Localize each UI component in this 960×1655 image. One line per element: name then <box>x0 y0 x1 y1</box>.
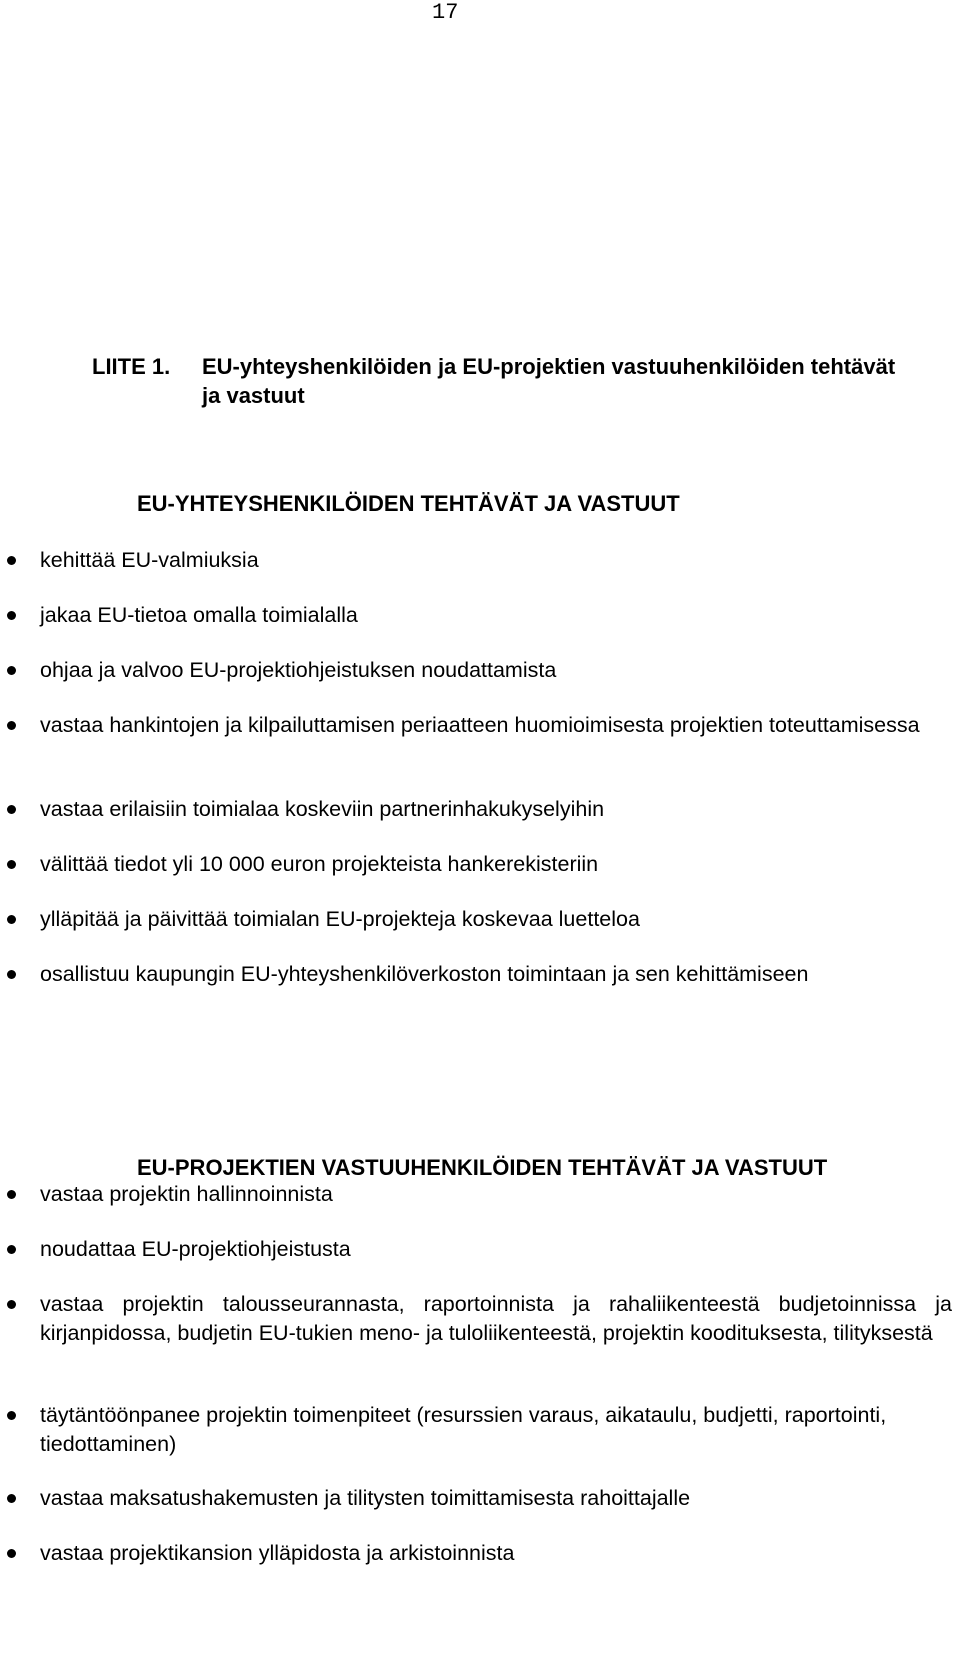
list-item: ylläpitää ja päivittää toimialan EU-projekteja koskevaa luetteloa <box>40 905 952 934</box>
appendix-title: EU-yhteyshenkilöiden ja EU-projektien vastuuhenkilöiden tehtävät ja vastuut <box>202 354 896 408</box>
list-item: vastaa projektikansion ylläpidosta ja arkistoinnista <box>40 1539 952 1568</box>
list-item: vastaa maksatushakemusten ja tilitysten toimittamisesta rahoittajalle <box>40 1484 952 1513</box>
list-item: noudattaa EU-projektiohjeistusta <box>40 1235 952 1264</box>
list-item: vastaa projektin hallinnoinnista <box>40 1180 952 1209</box>
list-item: kehittää EU-valmiuksia <box>40 546 952 575</box>
list-item: vastaa hankintojen ja kilpailuttamisen periaatteen huomioimisesta projektien toteuttamisessa <box>40 711 952 740</box>
section-heading-project-managers: EU-PROJEKTIEN VASTUUHENKILÖIDEN TEHTÄVÄT JA VASTUUT <box>137 1155 828 1180</box>
appendix-label: LIITE 1. <box>92 354 171 379</box>
list-item: jakaa EU-tietoa omalla toimialalla <box>40 601 952 630</box>
list-item: ohjaa ja valvoo EU-projektiohjeistuksen noudattamista <box>40 656 952 685</box>
list-item: osallistuu kaupungin EU-yhteyshenkilöverkoston toimintaan ja sen kehittämiseen <box>40 960 952 989</box>
section-heading-eu-contacts: EU-YHTEYSHENKILÖIDEN TEHTÄVÄT JA VASTUUT <box>137 491 680 516</box>
list-item: täytäntöönpanee projektin toimenpiteet (resurssien varaus, aikataulu, budjetti, raportointi, tiedottaminen) <box>40 1401 952 1458</box>
list-item: välittää tiedot yli 10 000 euron projekteista hankerekisteriin <box>40 850 952 879</box>
list-item: vastaa erilaisiin toimialaa koskeviin partnerinhakukyselyihin <box>40 795 952 824</box>
page-number: 17 <box>432 0 459 25</box>
list-item: vastaa projektin talousseurannasta, raportoinnista ja rahaliikenteestä budjetoinnissa ja kirjanpidossa, budjetin EU-tukien meno- ja tuloliikenteestä, projektin koodituksesta, tilityksestä <box>40 1290 952 1347</box>
